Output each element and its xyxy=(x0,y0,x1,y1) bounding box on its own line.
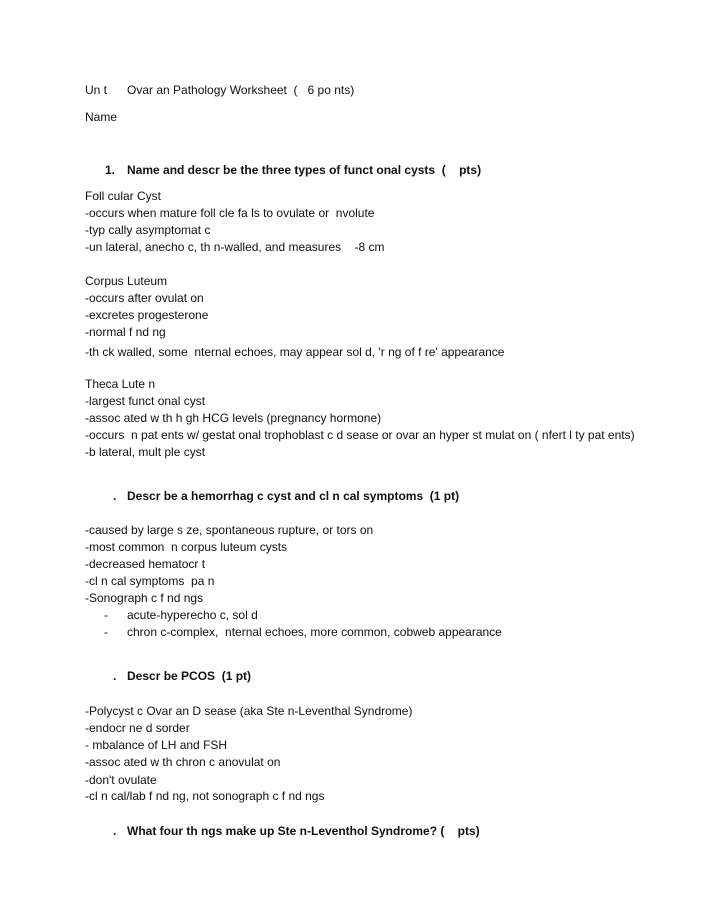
q1-question: Name and descr be the three types of funct onal cysts ( pts) xyxy=(127,163,482,177)
corpus-heading: Corpus Luteum xyxy=(85,274,168,288)
q2-question: Descr be a hemorrhag c cyst and cl n cal symptoms (1 pt) xyxy=(127,489,460,503)
q2-line: -decreased hematocr t xyxy=(85,557,206,571)
q2-line: -most common n corpus luteum cysts xyxy=(85,540,288,554)
follicular-heading: Foll cular Cyst xyxy=(85,189,162,203)
name-label: Name xyxy=(85,110,118,124)
worksheet-title: Un t Ovar an Pathology Worksheet ( 6 po nts) xyxy=(85,83,355,97)
q3-line: -don't ovulate xyxy=(85,773,157,787)
q3-line: -Polycyst c Ovar an D sease (aka Ste n-Leventhal Syndrome) xyxy=(85,704,413,718)
bullet-dash: - xyxy=(104,608,108,622)
q2-line: -cl n cal symptoms pa n xyxy=(85,574,215,588)
theca-line: -occurs n pat ents w/ gestat onal trophoblast c d sease or ovar an hyper st mulat on ( nfert l ty pat ents) xyxy=(85,428,635,442)
q4-number: . xyxy=(113,824,117,838)
q2-line: -caused by large s ze, spontaneous rupture, or tors on xyxy=(85,523,374,537)
theca-line: -b lateral, mult ple cyst xyxy=(85,445,206,459)
q3-line: -endocr ne d sorder xyxy=(85,721,190,735)
q2-line: -Sonograph c f nd ngs xyxy=(85,591,204,605)
follicular-line: -occurs when mature foll cle fa ls to ovulate or nvolute xyxy=(85,206,375,220)
q1-number: 1. xyxy=(105,163,116,177)
corpus-line: -excretes progesterone xyxy=(85,308,209,322)
follicular-line: -un lateral, anecho c, th n-walled, and measures -8 cm xyxy=(85,240,385,254)
bullet-text: acute-hyperecho c, sol d xyxy=(127,608,258,622)
q3-line: -assoc ated w th chron c anovulat on xyxy=(85,755,281,769)
q2-number: . xyxy=(113,489,117,503)
follicular-line: -typ cally asymptomat c xyxy=(85,223,211,237)
q3-line: -cl n cal/lab f nd ng, not sonograph c f nd ngs xyxy=(85,789,325,803)
q3-question: Descr be PCOS (1 pt) xyxy=(127,669,252,683)
theca-line: -assoc ated w th h gh HCG levels (pregnancy hormone) xyxy=(85,411,382,425)
q4-question: What four th ngs make up Ste n-Leventhol Syndrome? ( pts) xyxy=(127,824,480,838)
bullet-dash: - xyxy=(104,625,108,639)
bullet-text: chron c-complex, nternal echoes, more common, cobweb appearance xyxy=(127,625,502,639)
corpus-line: -occurs after ovulat on xyxy=(85,291,204,305)
theca-line: -largest funct onal cyst xyxy=(85,394,206,408)
q3-number: . xyxy=(113,669,117,683)
q3-line: - mbalance of LH and FSH xyxy=(85,738,228,752)
theca-heading: Theca Lute n xyxy=(85,377,156,391)
corpus-line: -th ck walled, some nternal echoes, may appear sol d, 'r ng of f re' appearance xyxy=(85,345,505,359)
corpus-line: -normal f nd ng xyxy=(85,325,166,339)
